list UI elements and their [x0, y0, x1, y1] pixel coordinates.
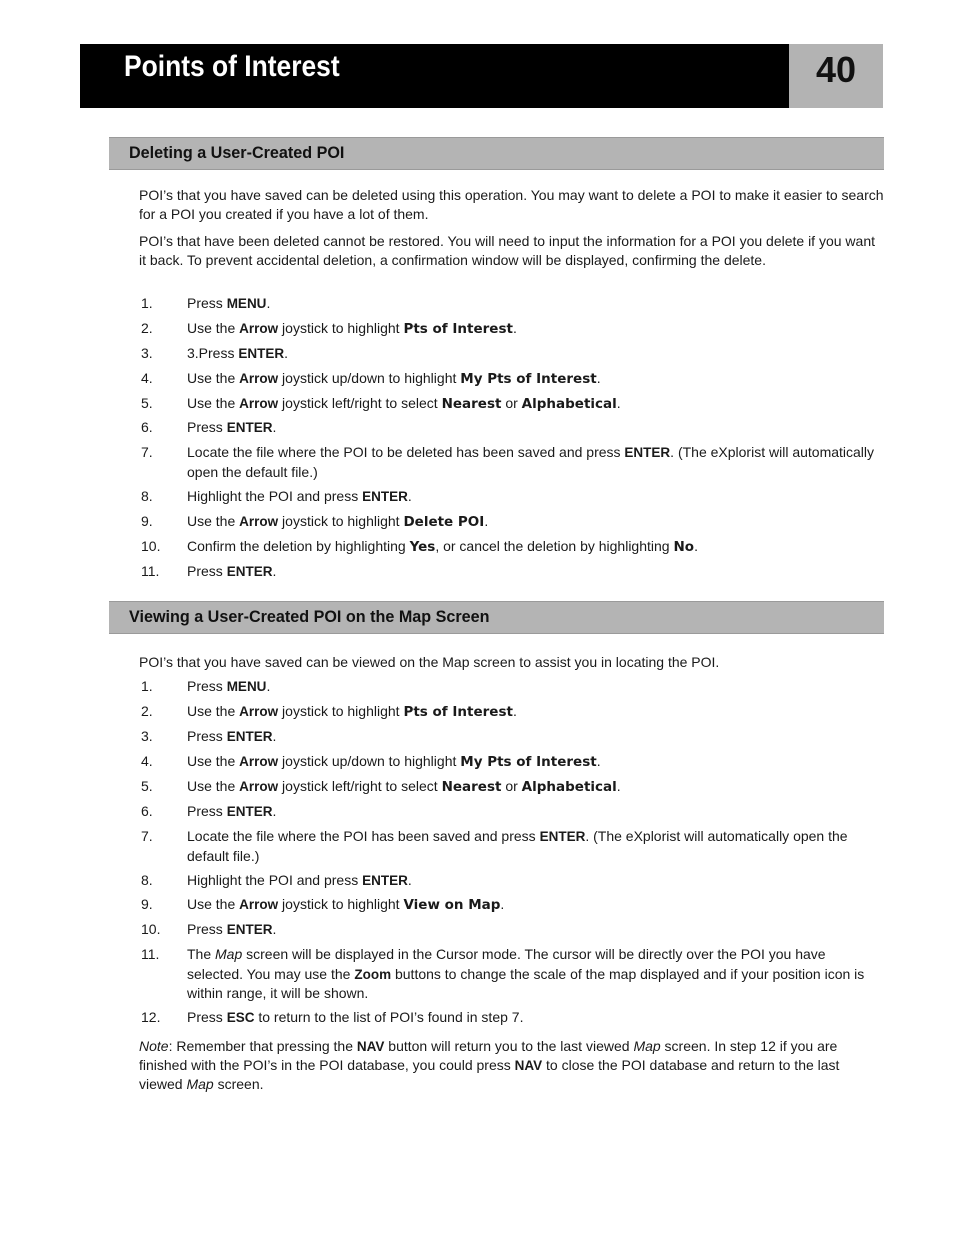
- step-text: [187, 562, 882, 582]
- text-run: 3.Press: [187, 345, 239, 361]
- text-run: Use the: [187, 370, 240, 386]
- text-run: .: [484, 513, 489, 529]
- emphasis-text: Map: [186, 1076, 214, 1092]
- text-run: . (The eXplorist will automatically open the default file.): [187, 444, 875, 480]
- step-text: [187, 344, 882, 364]
- emphasis-text: Map: [215, 946, 243, 962]
- step-number: 11.: [141, 946, 160, 962]
- text-run: Use the: [187, 320, 240, 336]
- key-name: NAV: [356, 1039, 385, 1054]
- step-number: 7.: [141, 444, 153, 460]
- emphasis-text: Map: [633, 1038, 661, 1054]
- menu-item-name: View on Map: [403, 897, 501, 913]
- step-text: [187, 920, 882, 940]
- step-number: 12.: [141, 1009, 161, 1025]
- step-number: 3.: [141, 728, 153, 744]
- page-number: 40: [815, 49, 857, 90]
- step-text: [187, 1008, 882, 1028]
- text-run: joystick to highlight: [278, 513, 404, 529]
- text-run: .: [500, 896, 505, 912]
- step-text: [187, 895, 882, 916]
- text-run: Press: [187, 295, 227, 311]
- note-paragraph: [139, 1037, 884, 1094]
- text-run: Highlight the POI and press: [187, 488, 363, 504]
- menu-item-name: Pts of Interest: [403, 704, 513, 720]
- text-run: buttons to change the scale of the map displayed and if your position icon is within range, it will be shown.: [187, 965, 865, 1001]
- step-number: 6.: [141, 803, 153, 819]
- text-run: or: [501, 778, 522, 794]
- text-run: screen. In step 12 if you are finished with the POI’s in the POI database, you could press: [139, 1038, 838, 1073]
- key-name: MENU: [226, 296, 267, 311]
- text-run: .: [694, 538, 698, 554]
- key-name: Arrow: [239, 514, 279, 529]
- text-run: Confirm the deletion by highlighting: [187, 538, 410, 554]
- key-name: ENTER: [226, 729, 273, 744]
- text-run: .: [596, 370, 601, 386]
- page-number-box: [789, 44, 883, 108]
- text-run: .: [407, 488, 412, 504]
- key-name: Arrow: [239, 704, 279, 719]
- step-text: [187, 871, 882, 891]
- step-text: [187, 394, 882, 415]
- menu-item-name: My Pts of Interest: [460, 754, 597, 770]
- key-name: Arrow: [239, 779, 279, 794]
- menu-item-name: Pts of Interest: [403, 321, 513, 337]
- text-run: .: [266, 678, 271, 694]
- step-text: [187, 777, 882, 798]
- text-run: Use the: [187, 896, 240, 912]
- key-name: ENTER: [226, 420, 273, 435]
- text-run: joystick to highlight: [278, 896, 404, 912]
- text-run: . (The eXplorist will automatically open the default file.): [187, 828, 848, 864]
- text-run: Use the: [187, 778, 240, 794]
- step-text: [187, 369, 882, 390]
- text-run: Use the: [187, 513, 240, 529]
- text-run: .: [272, 563, 277, 579]
- key-name: ENTER: [539, 829, 586, 844]
- step-number: 1.: [141, 678, 153, 694]
- key-name: ENTER: [226, 922, 273, 937]
- text-run: .: [616, 395, 621, 411]
- text-run: Press: [187, 563, 227, 579]
- text-run: Press: [187, 678, 227, 694]
- step-text: [187, 702, 882, 723]
- text-run: Use the: [187, 703, 240, 719]
- text-run: screen will be displayed in the Cursor mode. The cursor will be directly over the POI you have selected. You may use the: [187, 946, 826, 982]
- step-number: 7.: [141, 828, 153, 844]
- text-run: .: [266, 295, 271, 311]
- step-text: [187, 752, 882, 773]
- step-number: 9.: [141, 896, 153, 912]
- step-number: 6.: [141, 419, 153, 435]
- step-number: 1.: [141, 295, 153, 311]
- text-run: : Remember that pressing the: [168, 1038, 357, 1054]
- step-number: 4.: [141, 370, 153, 386]
- step-number: 2.: [141, 703, 153, 719]
- menu-item-name: My Pts of Interest: [460, 371, 597, 387]
- key-name: Arrow: [239, 897, 279, 912]
- key-name: MENU: [226, 679, 267, 694]
- key-name: ENTER: [226, 804, 273, 819]
- step-number: 10.: [141, 538, 161, 554]
- text-run: to close the POI database and return to the last viewed: [139, 1057, 840, 1092]
- text-run: Use the: [187, 395, 240, 411]
- step-number: 8.: [141, 488, 153, 504]
- key-name: Arrow: [239, 321, 279, 336]
- step-number: 5.: [141, 778, 153, 794]
- text-run: Press: [187, 803, 227, 819]
- step-number: 10.: [141, 921, 161, 937]
- key-name: ENTER: [362, 489, 408, 504]
- text-run: joystick to highlight: [278, 703, 404, 719]
- paragraph: POI’s that you have saved can be deleted using this operation. You may want to delete a POI to make it easier to search for a POI you created if you have a lot of them.: [139, 187, 884, 222]
- text-run: Use the: [187, 753, 240, 769]
- section-header-viewing: [109, 601, 884, 634]
- section-header-deleting: [109, 137, 884, 170]
- text-run: Press: [187, 728, 227, 744]
- step-number: 8.: [141, 872, 153, 888]
- text-run: , or cancel the deletion by highlighting: [435, 538, 674, 554]
- key-name: ENTER: [238, 346, 285, 361]
- text-run: .: [512, 320, 517, 336]
- key-name: ESC: [226, 1010, 255, 1025]
- step-text: [187, 487, 882, 507]
- text-run: Press: [187, 921, 227, 937]
- menu-item-name: Alphabetical: [521, 779, 617, 795]
- text-run: screen.: [213, 1076, 264, 1092]
- text-run: joystick left/right to select: [278, 778, 442, 794]
- step-number: 9.: [141, 513, 153, 529]
- text-run: joystick to highlight: [278, 320, 404, 336]
- menu-item-name: Nearest: [441, 396, 502, 412]
- step-text: [187, 827, 882, 866]
- text-run: joystick left/right to select: [278, 395, 442, 411]
- key-name: Arrow: [239, 754, 279, 769]
- step-number: 11.: [141, 563, 160, 579]
- text-run: Press: [187, 419, 227, 435]
- text-run: .: [272, 728, 277, 744]
- text-run: .: [284, 345, 289, 361]
- step-text: [187, 802, 882, 822]
- menu-item-name: Alphabetical: [521, 396, 617, 412]
- key-name: NAV: [514, 1058, 543, 1073]
- text-run: .: [616, 778, 621, 794]
- step-text: [187, 319, 882, 340]
- section-title: Deleting a User-Created POI: [129, 143, 345, 162]
- section-title: Viewing a User-Created POI on the Map Screen: [129, 607, 490, 626]
- text-run: Highlight the POI and press: [187, 872, 363, 888]
- step-text: [187, 945, 882, 1004]
- step-text: [187, 537, 882, 558]
- paragraph: POI’s that you have saved can be viewed on the Map screen to assist you in locating the POI.: [139, 654, 720, 670]
- text-run: joystick up/down to highlight: [278, 370, 461, 386]
- emphasis-text: Note: [139, 1038, 169, 1054]
- key-name: ENTER: [624, 445, 671, 460]
- key-name: Arrow: [239, 371, 279, 386]
- menu-item-name: Yes: [409, 539, 436, 555]
- key-name: Arrow: [239, 396, 279, 411]
- key-name: ENTER: [362, 873, 408, 888]
- text-run: to return to the list of POI’s found in step 7.: [254, 1009, 524, 1025]
- text-run: Press: [187, 1009, 227, 1025]
- text-run: button will return you to the last viewed: [384, 1038, 634, 1054]
- menu-item-name: Delete POI: [403, 514, 485, 530]
- text-run: The: [187, 946, 216, 962]
- step-text: [187, 512, 882, 533]
- step-text: [187, 294, 882, 314]
- step-text: [187, 443, 882, 482]
- text-run: .: [272, 419, 277, 435]
- text-run: .: [272, 921, 277, 937]
- step-text: [187, 418, 882, 438]
- page-title: Points of Interest: [124, 50, 340, 83]
- text-run: .: [596, 753, 601, 769]
- step-number: 3.: [141, 345, 153, 361]
- text-run: Locate the file where the POI to be deleted has been saved and press: [187, 444, 625, 460]
- step-number: 5.: [141, 395, 153, 411]
- text-run: .: [272, 803, 277, 819]
- key-name: ENTER: [226, 564, 273, 579]
- page-title-bar: [80, 44, 789, 108]
- text-run: .: [407, 872, 412, 888]
- text-run: or: [501, 395, 522, 411]
- key-name: Zoom: [354, 966, 392, 982]
- step-number: 4.: [141, 753, 153, 769]
- step-text: [187, 677, 882, 697]
- menu-item-name: Nearest: [441, 779, 502, 795]
- text-run: Locate the file where the POI has been saved and press: [187, 828, 540, 844]
- text-run: joystick up/down to highlight: [278, 753, 461, 769]
- paragraph: POI’s that have been deleted cannot be restored. You will need to input the information for a POI you delete if you want it back. To prevent accidental deletion, a confirmation window will be displayed, confirming the delete.: [139, 233, 875, 268]
- menu-item-name: No: [673, 539, 695, 555]
- step-text: [187, 727, 882, 747]
- text-run: .: [512, 703, 517, 719]
- step-number: 2.: [141, 320, 153, 336]
